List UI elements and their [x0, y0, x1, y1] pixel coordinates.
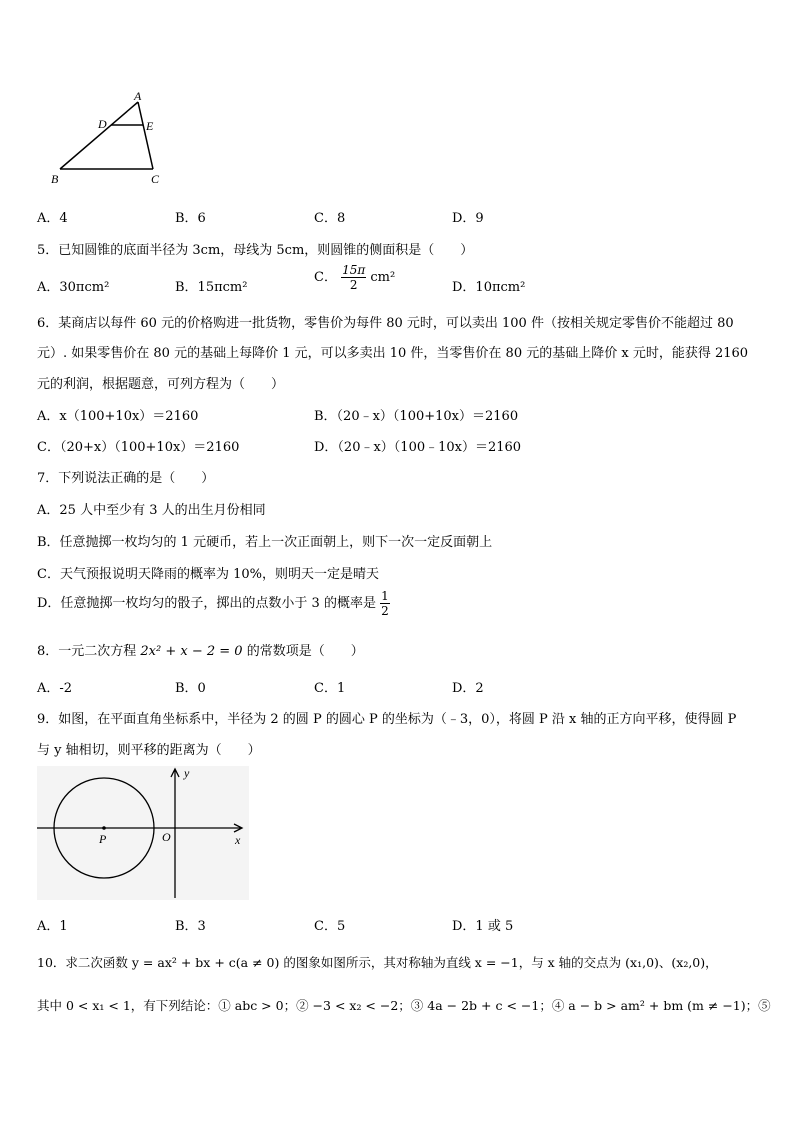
q6-option-a: A．x（100+10x）＝2160 [37, 409, 199, 424]
label-C: C [151, 172, 160, 186]
q8-stem-prefix: 8．一元二次方程 [37, 644, 141, 659]
q9-option-d: D．1 或 5 [452, 919, 514, 934]
q5-option-c-fraction [341, 263, 366, 292]
q5-c-numerator: 15π [342, 263, 366, 277]
q8-option-a: A．-2 [37, 681, 73, 696]
label-o: O [162, 830, 171, 844]
q9-stem-line-2: 与 y 轴相切，则平移的距离为（ ） [37, 743, 261, 758]
q5-option-b: B．15πcm² [175, 280, 248, 295]
label-p: P [99, 832, 107, 846]
q4-option-b: B．6 [175, 211, 206, 226]
q7-option-d [37, 589, 390, 618]
q6-option-c: C．（20+x）（100+10x）＝2160 [37, 440, 240, 455]
q4-option-c: C．8 [314, 211, 346, 226]
q4-option-d: D．9 [452, 211, 484, 226]
label-B: B [51, 172, 59, 186]
q5-option-d: D．10πcm² [452, 280, 526, 295]
q5-stem: 5．已知圆锥的底面半径为 3cm，母线为 5cm，则圆锥的侧面积是（ ） [37, 243, 474, 258]
label-x: x [235, 833, 241, 847]
q4-option-a: A．4 [37, 211, 68, 226]
q7-d-denominator: 2 [381, 604, 389, 618]
q8-stem [37, 640, 364, 659]
q5-option-c [314, 263, 395, 292]
q8-option-d: D．2 [452, 681, 484, 696]
q7-option-a: A．25 人中至少有 3 人的出生月份相同 [37, 503, 266, 518]
center-point-p [102, 826, 106, 830]
q8-option-c: C．1 [314, 681, 346, 696]
q7-stem: 7．下列说法正确的是（ ） [37, 471, 215, 486]
coordinate-figure [37, 766, 249, 900]
triangle-figure [40, 88, 170, 188]
q9-option-c: C．5 [314, 919, 346, 934]
label-D: D [98, 117, 107, 131]
q5-c-denominator: 2 [349, 278, 358, 292]
q7-option-b: B．任意抛掷一枚均匀的 1 元硬币，若上一次正面朝上，则下一次一定反面朝上 [37, 535, 493, 550]
q6-option-b: B．（20﹣x）（100+10x）＝2160 [314, 409, 519, 424]
q9-option-b: B．3 [175, 919, 206, 934]
q6-stem-line-3: 元的利润，根据题意，可列方程为（ ） [37, 377, 285, 392]
side-AC [138, 102, 153, 169]
label-A: A [134, 89, 142, 103]
q10-line-1: 10．求二次函数 y = ax² + bx + c(a ≠ 0) 的图象如图所示，其对称轴为直线 x = −1，与 x 轴的交点为 (x₁,0)、(x₂,0)， [37, 955, 718, 970]
q6-stem-line-2: 元）. 如果零售价在 80 元的基础上每降价 1 元，可以多卖出 10 件，当零售价在 80 元的基础上降价 x 元时，能获得 2160 [37, 346, 749, 361]
q7-option-c: C．天气预报说明天降雨的概率为 10%，则明天一定是晴天 [37, 567, 379, 582]
q8-stem-suffix: 的常数项是（ ） [242, 644, 364, 659]
q9-option-a: A．1 [37, 919, 68, 934]
q6-stem-line-1: 6．某商店以每件 60 元的价格购进一批货物，零售价为每件 80 元时，可以卖出 100 件（按相关规定零售价不能超过 80 [37, 316, 734, 331]
label-y: y [184, 766, 190, 780]
q10-line-2: 其中 0 < x₁ < 1，有下列结论：① abc > 0；② −3 < x₂ < −2；③ 4a − 2b + c < −1；④ a − b > am² + bm (m ≠ −1)；⑤ [37, 998, 771, 1013]
q7-option-d-fraction [380, 589, 390, 618]
q8-equation: 2x² + x − 2 = 0 [140, 644, 243, 659]
q5-option-c-unit: cm² [370, 270, 396, 285]
q5-option-c-prefix: C． [314, 270, 337, 285]
q8-option-b: B．0 [175, 681, 206, 696]
label-E: E [146, 119, 154, 133]
q7-option-d-text: D．任意抛掷一枚均匀的骰子，掷出的点数小于 3 的概率是 [37, 596, 376, 611]
q6-option-d: D．（20﹣x）（100﹣10x）＝2160 [314, 440, 522, 455]
q7-d-numerator: 1 [381, 589, 389, 603]
figure-background [37, 766, 249, 900]
q5-option-a: A．30πcm² [37, 280, 110, 295]
side-AB [60, 102, 138, 169]
q9-stem-line-1: 9．如图，在平面直角坐标系中，半径为 2 的圆 P 的圆心 P 的坐标为（﹣3，0），将圆 P 沿 x 轴的正方向平移，使得圆 P [37, 712, 737, 727]
